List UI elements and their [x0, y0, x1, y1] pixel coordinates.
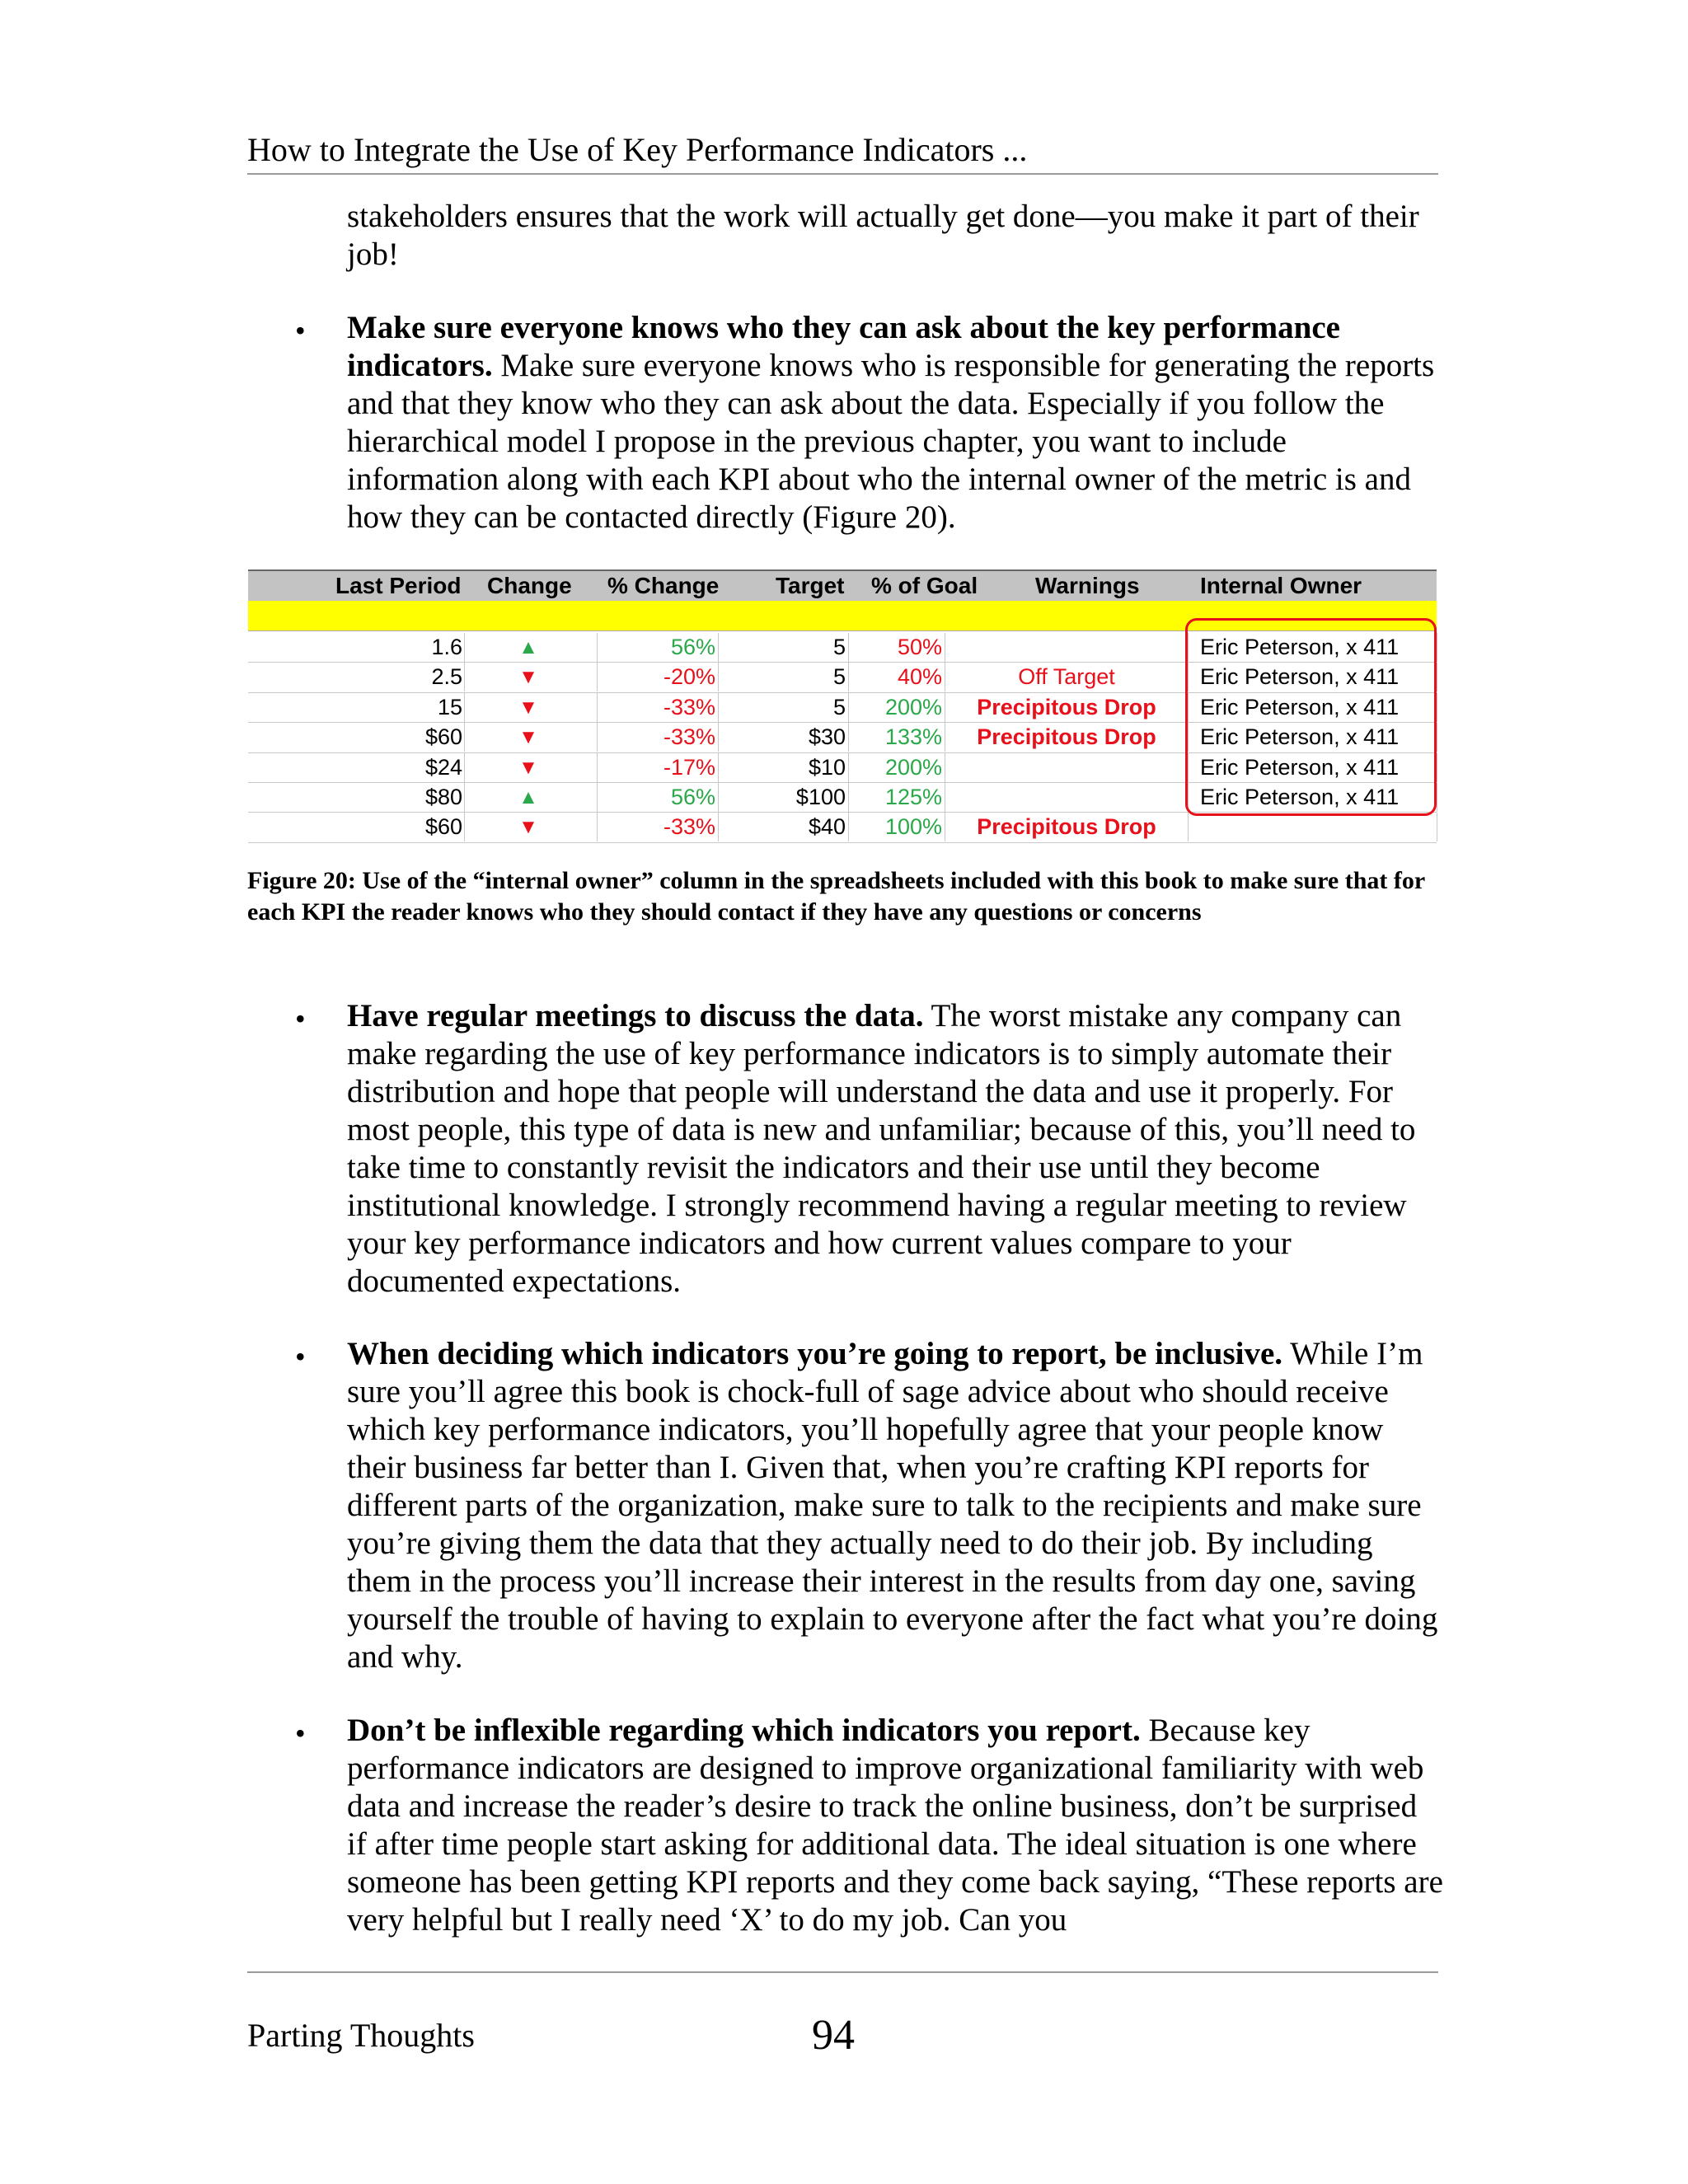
- figure-caption: Figure 20: Use of the “internal owner” column in the spreadsheets included with this book to make sure that for each KPI the reader knows who they should contact if they have any questions or concerns: [247, 867, 1425, 926]
- cell-pct-change: -33%: [663, 724, 715, 750]
- cell-gridline: [848, 693, 849, 722]
- cell-gridline: [597, 633, 598, 662]
- cell-gridline: [718, 663, 719, 691]
- cell-gridline: [464, 753, 465, 782]
- cell-gridline: [597, 663, 598, 691]
- bullet-marker: •: [295, 314, 306, 347]
- cell-gridline: [718, 813, 719, 841]
- triangle-up-icon: ▲: [518, 636, 538, 658]
- page-number: 94: [812, 2012, 855, 2059]
- cell-gridline: [597, 813, 598, 841]
- bullet-body: While I’m sure you’ll agree this book is chock-full of sage advice about who should receive which key performance indicators, you’ll hopefully agree that your people know their business far better than I. Given that, when you’re crafting KPI reports for different parts of the organization, make sure to talk to the recipients and make sure you’re giving them the data that they actually need to do their job. By including them in the process you’ll increase their interest in the results from day one, saving yourself the trouble of having to explain to everyone after the fact what you’re doing and why.: [347, 1336, 1438, 1675]
- cell-last-period: 1.6: [431, 635, 462, 659]
- kpi-spreadsheet-figure: [248, 569, 1437, 840]
- cell-pct-goal: 200%: [884, 694, 942, 719]
- cell-warning: Off Target: [1018, 664, 1115, 690]
- cell-gridline: [718, 633, 719, 662]
- cell-gridline: [464, 783, 465, 812]
- cell-gridline: [464, 633, 465, 662]
- bullet-paragraph-internal-owner: [347, 309, 1443, 537]
- cell-gridline: [848, 633, 849, 662]
- col-header-pct-change: % Change: [607, 573, 720, 598]
- bullet-paragraph-meetings: [347, 997, 1443, 1301]
- cell-gridline: [464, 813, 465, 841]
- bullet-paragraph-inclusive: [347, 1335, 1443, 1676]
- cell-gridline: [848, 723, 849, 752]
- cell-pct-change: -33%: [663, 694, 715, 719]
- cell-gridline: [597, 783, 598, 812]
- cell-last-period: $60: [424, 724, 462, 750]
- cell-target: 5: [832, 694, 846, 719]
- bullet-marker: •: [295, 1002, 306, 1035]
- table-row: [248, 813, 1437, 842]
- cell-last-period: 2.5: [431, 664, 462, 690]
- cell-gridline: [597, 723, 598, 752]
- cell-gridline: [464, 723, 465, 752]
- spreadsheet-header-row: [248, 569, 1437, 602]
- cell-target: $10: [808, 754, 846, 780]
- cell-target: 5: [832, 664, 846, 690]
- bullet-lead: Have regular meetings to discuss the data.: [347, 998, 924, 1033]
- footer-divider: [247, 1971, 1438, 1973]
- triangle-up-icon: ▲: [518, 785, 538, 808]
- col-header-change: Change: [487, 573, 572, 598]
- cell-gridline: [848, 813, 849, 841]
- cell-gridline: [464, 663, 465, 691]
- cell-target: 5: [832, 635, 846, 659]
- cell-internal-owner: Eric Peterson, x 411: [1200, 724, 1400, 750]
- bullet-lead: Don’t be inflexible regarding which indicators you report.: [347, 1713, 1141, 1748]
- col-header-internal-owner: Internal Owner: [1200, 573, 1362, 598]
- header-divider: [247, 173, 1438, 175]
- cell-gridline: [464, 693, 465, 722]
- col-header-warnings: Warnings: [1035, 573, 1140, 598]
- cell-pct-goal: 125%: [884, 784, 942, 809]
- cell-gridline: [848, 783, 849, 812]
- cell-gridline: [718, 723, 719, 752]
- cell-pct-goal: 200%: [884, 754, 942, 780]
- triangle-down-icon: ▼: [518, 726, 538, 749]
- cell-gridline: [718, 783, 719, 812]
- triangle-down-icon: ▼: [518, 756, 538, 779]
- triangle-down-icon: ▼: [518, 666, 538, 689]
- bullet-body: Because key performance indicators are designed to improve organizational familiarity with web data and increase the reader’s desire to track the online business, don’t be surprised if after time people start asking for additional data. The ideal situation is one where someone has been getting KPI reports and they come back saying, “These reports are very helpful but I really need ‘X’ to do my job. Can you: [347, 1713, 1443, 1938]
- cell-pct-goal: 100%: [884, 814, 942, 840]
- bullet-lead: Make sure everyone knows who they can ask about the key performance indicators.: [347, 310, 1340, 383]
- cell-gridline: [718, 753, 719, 782]
- bullet-body: The worst mistake any company can make regarding the use of key performance indicators is to simply automate their distribution and hope that people will understand the data and use it properly. For most people, this type of data is new and unfamiliar; because of this, you’ll need to take time to constantly revisit the indicators and their use until they become institutional knowledge. I strongly recommend having a regular meeting to review your key performance indicators and how current values compare to your documented expectations.: [347, 998, 1416, 1299]
- cell-warning: Precipitous Drop: [977, 694, 1156, 719]
- cell-target: $40: [808, 814, 846, 840]
- cell-pct-goal: 133%: [884, 724, 942, 750]
- cell-gridline: [848, 663, 849, 691]
- cell-warning: Precipitous Drop: [977, 724, 1156, 750]
- col-header-pct-goal: % of Goal: [871, 573, 978, 598]
- cell-last-period: $80: [424, 784, 462, 809]
- cell-gridline: [718, 693, 719, 722]
- cell-pct-change: 56%: [670, 635, 715, 659]
- running-header: How to Integrate the Use of Key Performance Indicators ...: [247, 131, 1028, 168]
- bullet-marker: •: [295, 1717, 306, 1750]
- cell-gridline: [848, 753, 849, 782]
- cell-last-period: 15: [437, 694, 462, 719]
- cell-internal-owner: Eric Peterson, x 411: [1200, 784, 1400, 809]
- internal-owner-callout: [1185, 618, 1437, 816]
- bullet-marker: •: [295, 1340, 306, 1373]
- cell-last-period: $60: [424, 814, 462, 840]
- triangle-down-icon: ▼: [518, 816, 538, 839]
- cell-target: $30: [808, 724, 846, 750]
- cell-pct-change: 56%: [670, 784, 715, 809]
- col-header-target: Target: [776, 573, 845, 598]
- triangle-down-icon: ▼: [518, 696, 538, 719]
- cell-pct-change: -17%: [663, 754, 715, 780]
- bullet-paragraph-flexible: [347, 1712, 1443, 1939]
- cell-pct-goal: 40%: [897, 664, 942, 690]
- cell-target: $100: [795, 784, 846, 809]
- cell-pct-change: -20%: [663, 664, 715, 690]
- cell-warning: Precipitous Drop: [977, 814, 1156, 840]
- cell-internal-owner: Eric Peterson, x 411: [1200, 694, 1400, 719]
- cell-last-period: $24: [424, 754, 462, 780]
- cell-internal-owner: Eric Peterson, x 411: [1200, 754, 1400, 780]
- cell-internal-owner: Eric Peterson, x 411: [1200, 635, 1400, 659]
- cell-pct-change: -33%: [663, 814, 715, 840]
- cell-internal-owner: Eric Peterson, x 411: [1200, 664, 1400, 690]
- intro-paragraph: stakeholders ensures that the work will actually get done—you make it part of their job!: [347, 199, 1419, 272]
- cell-pct-goal: 50%: [897, 635, 942, 659]
- cell-gridline: [1188, 813, 1189, 841]
- bullet-lead: When deciding which indicators you’re going to report, be inclusive.: [347, 1336, 1283, 1371]
- footer-section-title: Parting Thoughts: [247, 2017, 475, 2054]
- bullet-body: Make sure everyone knows who is responsible for generating the reports and that they know who they can ask about the data. Especially if you follow the hierarchical model I propose in the previous chapter, you want to include information along with each KPI about who the internal owner of the metric is and how they can be contacted directly (Figure 20).: [347, 348, 1435, 535]
- cell-gridline: [597, 693, 598, 722]
- cell-gridline: [597, 753, 598, 782]
- col-header-last-period: Last Period: [335, 573, 462, 598]
